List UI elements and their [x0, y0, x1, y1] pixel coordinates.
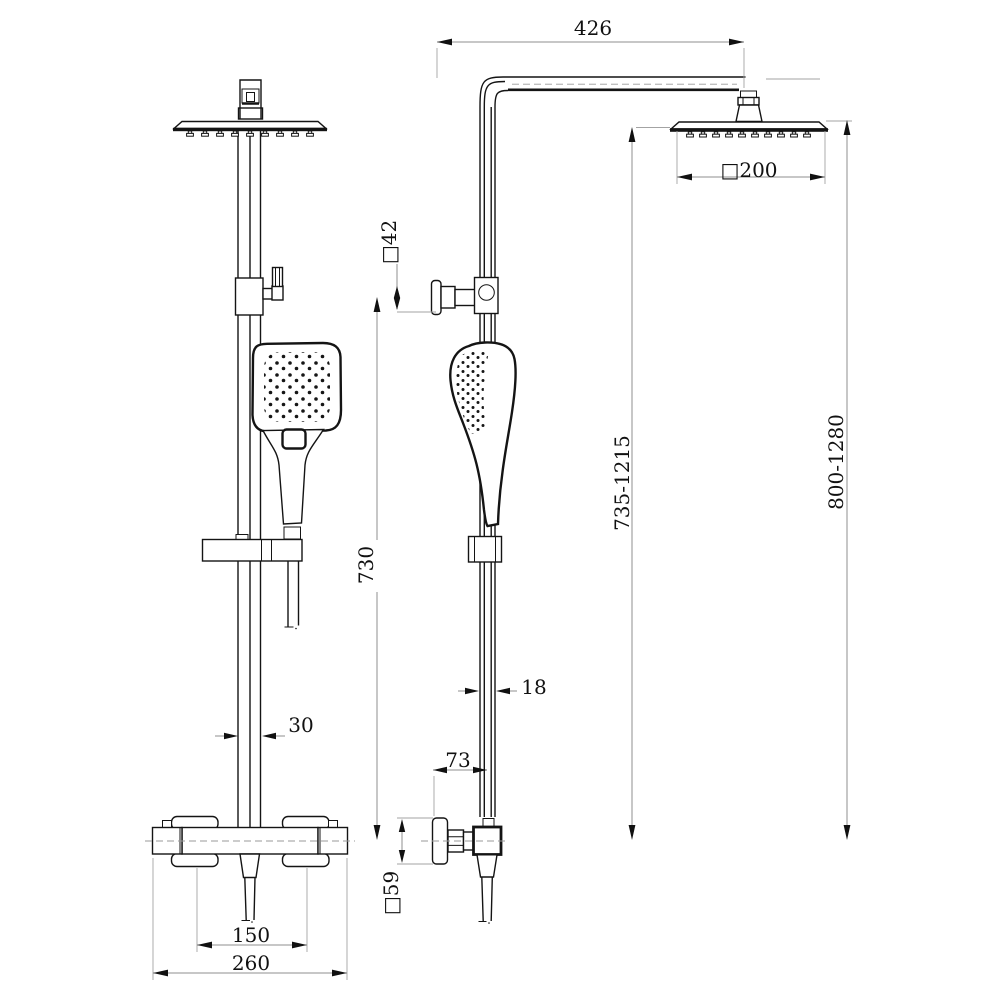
dim-label-wall-offset: 73	[445, 748, 471, 772]
rain-shower-head-side	[670, 122, 828, 137]
dim-label-head-size: □200	[720, 158, 778, 182]
slider-bracket-front	[236, 268, 284, 316]
slide-rail-front-view	[238, 130, 261, 828]
dim-label-rail-width: 30	[288, 713, 314, 737]
front-view	[145, 80, 355, 923]
ceiling-connector-front	[239, 80, 263, 119]
mixer-valve-front	[145, 817, 355, 923]
shower-arm-side	[480, 77, 746, 107]
spray-mode-button	[283, 430, 306, 449]
dim-top-bracket	[394, 264, 400, 310]
hand-shower-side-profile	[450, 342, 515, 526]
dim-label-inlet-spacing: 150	[231, 923, 271, 947]
dim-label-range-outer: 800-1280	[824, 414, 848, 510]
dim-bottom-flange	[399, 819, 405, 863]
upper-wall-bracket-side	[432, 278, 499, 315]
dim-label-bottom-flange: □59	[379, 870, 403, 916]
dim-label-mixer-width: 260	[231, 951, 271, 975]
hand-shower-front	[253, 343, 342, 539]
spray-face-dots	[264, 352, 330, 422]
dim-label-top-bracket: □42	[377, 219, 401, 265]
bottom-valve-side	[421, 818, 507, 924]
dim-label-arm-reach: 426	[573, 16, 613, 40]
slider-collar-side	[469, 537, 502, 563]
hand-shower-hose-front	[285, 561, 299, 629]
head-connector-side	[736, 91, 762, 122]
dim-label-range-inner: 735-1215	[610, 435, 634, 531]
dim-label-slide-bar: 730	[354, 545, 378, 585]
dim-label-pipe-width: 18	[521, 675, 547, 699]
rain-shower-head-front	[173, 122, 327, 137]
dim-pipe-width	[458, 688, 517, 694]
